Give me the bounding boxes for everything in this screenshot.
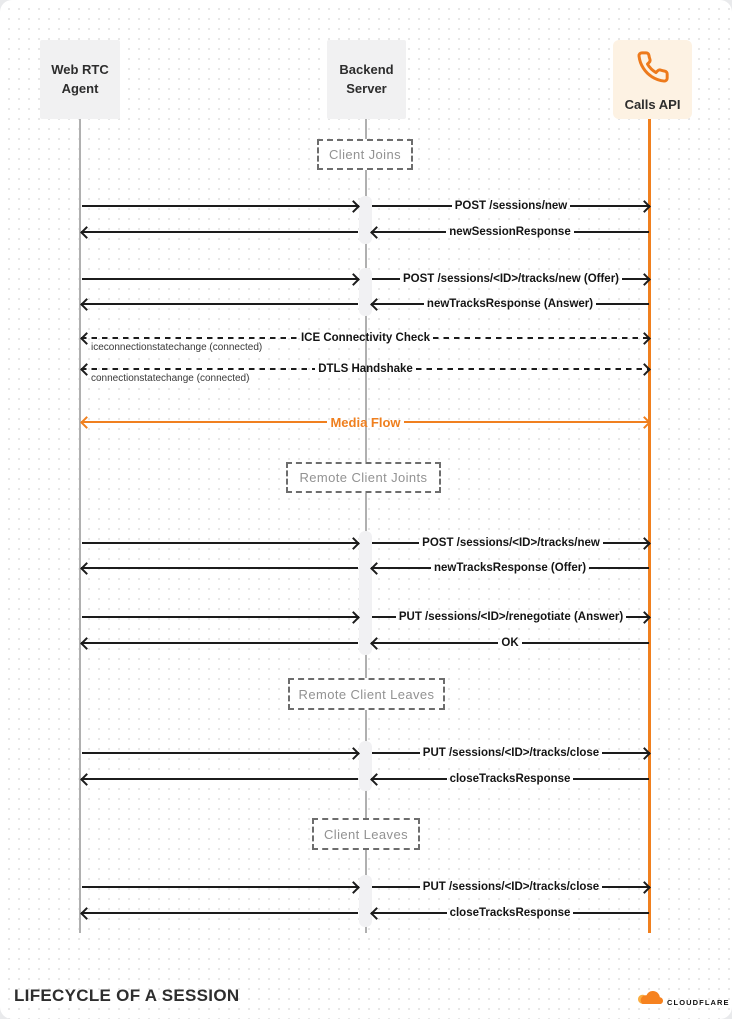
message-put-renegotiate-answer: [372, 610, 649, 624]
arrowhead-left-icon: [80, 298, 93, 311]
phase-label: Remote Client Leaves: [298, 686, 435, 702]
actor-label: Web RTC Agent: [51, 62, 109, 96]
event-connectionstatechange: connectionstatechange (connected): [91, 373, 250, 384]
arrow-backend-to-webrtc: [82, 906, 358, 920]
message-post-tracks-new: [372, 536, 649, 550]
phase-client-leaves: [312, 818, 420, 850]
message-label: ICE Connectivity Check: [300, 332, 431, 344]
arrowhead-right-icon: [347, 200, 360, 213]
message-new-session-response: [372, 225, 649, 239]
phase-client-joins: [317, 139, 413, 170]
arrowhead-right-icon: [638, 200, 651, 213]
message-label: closeTracksResponse: [449, 773, 571, 785]
message-label: PUT /sessions/<ID>/tracks/close: [422, 747, 600, 759]
message-new-tracks-response-offer: [372, 561, 649, 575]
arrowhead-right-icon: [347, 537, 360, 550]
actor-calls-api: [613, 40, 692, 119]
arrowhead-right-icon: [638, 881, 651, 894]
message-put-tracks-close: [372, 746, 649, 760]
phase-remote-client-joins: [286, 462, 441, 493]
message-put-tracks-close-2: [372, 880, 649, 894]
arrow-backend-to-webrtc: [82, 561, 358, 575]
arrowhead-right-icon: [347, 611, 360, 624]
message-label: PUT /sessions/<ID>/renegotiate (Answer): [398, 611, 624, 623]
message-label: OK: [501, 637, 519, 649]
actor-label: Backend Server: [339, 62, 394, 96]
message-close-tracks-response-2: [372, 906, 649, 920]
message-close-tracks-response: [372, 772, 649, 786]
arrow-webrtc-to-backend: [82, 272, 358, 286]
phone-icon: [636, 50, 670, 89]
arrowhead-right-icon: [347, 747, 360, 760]
message-label: POST /sessions/new: [454, 200, 568, 212]
message-label: Media Flow: [330, 414, 401, 430]
phase-label: Client Joins: [329, 147, 401, 162]
arrowhead-right-icon: [638, 363, 651, 376]
arrow-webrtc-to-backend: [82, 536, 358, 550]
message-label: DTLS Handshake: [318, 363, 413, 375]
actor-label: Calls API: [624, 97, 681, 112]
activation-bar: [359, 741, 372, 791]
message-label: PUT /sessions/<ID>/tracks/close: [422, 881, 600, 893]
message-label: newTracksResponse (Offer): [433, 562, 587, 574]
arrowhead-left-icon: [370, 226, 383, 239]
message-media-flow: [82, 415, 649, 429]
message-ok: [372, 636, 649, 650]
arrowhead-right-icon: [638, 537, 651, 550]
arrowhead-left-icon: [80, 226, 93, 239]
cloudflare-logo: [637, 988, 730, 1010]
activation-bar: [359, 875, 372, 927]
webrtc-lifeline: [79, 119, 81, 933]
phase-remote-client-leaves: [288, 678, 445, 710]
message-label: closeTracksResponse: [449, 907, 571, 919]
phase-label: Remote Client Joints: [299, 470, 428, 485]
arrowhead-right-icon: [638, 332, 651, 345]
message-label: POST /sessions/<ID>/tracks/new (Offer): [402, 273, 620, 285]
arrowhead-left-icon: [370, 562, 383, 575]
arrow-webrtc-to-backend: [82, 880, 358, 894]
activation-bar: [359, 196, 372, 244]
arrow-webrtc-to-backend: [82, 746, 358, 760]
event-iceconnectionstatechange: iceconnectionstatechange (connected): [91, 342, 263, 353]
arrowhead-left-icon: [80, 907, 93, 920]
arrowhead-right-icon: [638, 273, 651, 286]
arrowhead-left-icon: [370, 298, 383, 311]
arrowhead-right-icon: [638, 747, 651, 760]
message-new-tracks-response-answer: [372, 297, 649, 311]
arrowhead-left-icon: [370, 637, 383, 650]
arrowhead-left-icon: [80, 416, 93, 429]
activation-bar: [359, 531, 372, 655]
page-title: LIFECYCLE OF A SESSION: [14, 986, 240, 1005]
actor-webrtc-agent: [40, 40, 120, 119]
arrowhead-right-icon: [638, 611, 651, 624]
message-label: newSessionResponse: [449, 226, 571, 238]
arrowhead-right-icon: [347, 273, 360, 286]
arrow-backend-to-webrtc: [82, 225, 358, 239]
arrowhead-left-icon: [80, 773, 93, 786]
activation-bar: [359, 268, 372, 316]
arrow-backend-to-webrtc: [82, 772, 358, 786]
arrow-webrtc-to-backend: [82, 610, 358, 624]
arrowhead-right-icon: [638, 416, 651, 429]
cloudflare-cloud-icon: [637, 988, 663, 1010]
phase-label: Client Leaves: [324, 826, 408, 842]
arrowhead-left-icon: [370, 773, 383, 786]
message-label: POST /sessions/<ID>/tracks/new: [422, 537, 600, 549]
calls-api-lifeline: [648, 119, 651, 933]
arrowhead-left-icon: [80, 562, 93, 575]
arrow-backend-to-webrtc: [82, 297, 358, 311]
message-post-sessions-new: [372, 199, 649, 213]
actor-backend-server: [327, 40, 406, 119]
message-label: newTracksResponse (Answer): [426, 298, 594, 310]
arrowhead-left-icon: [370, 907, 383, 920]
message-post-tracks-new-offer: [372, 272, 649, 286]
cloudflare-wordmark: CLOUDFLARE: [667, 997, 730, 1007]
arrowhead-left-icon: [80, 637, 93, 650]
arrow-backend-to-webrtc: [82, 636, 358, 650]
arrow-webrtc-to-backend: [82, 199, 358, 213]
arrowhead-right-icon: [347, 881, 360, 894]
